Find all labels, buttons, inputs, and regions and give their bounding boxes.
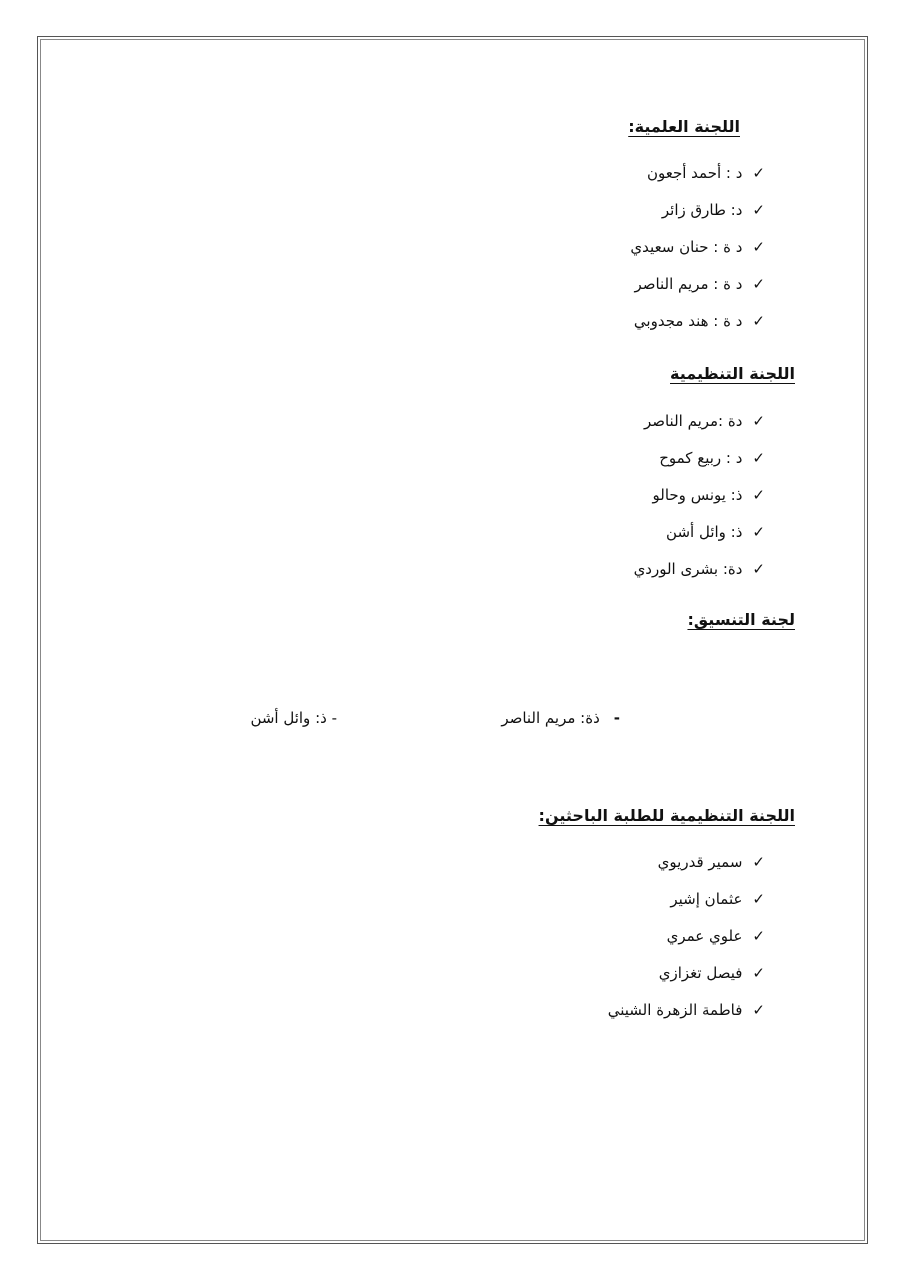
- list-item: ✓د ة : حنان سعيدي: [630, 238, 765, 256]
- list-item: ✓دة: بشرى الوردي: [633, 560, 765, 578]
- student-committee-heading: اللجنة التنظيمية للطلبة الباحثين:: [538, 806, 795, 825]
- check-icon: ✓: [752, 964, 765, 982]
- coordination-member-2: - ذ: وائل أشن: [250, 709, 337, 727]
- coordination-committee-heading: لجنة التنسيق:: [687, 610, 795, 629]
- check-icon: ✓: [752, 1001, 765, 1019]
- check-icon: ✓: [752, 201, 765, 219]
- check-icon: ✓: [752, 523, 765, 541]
- list-item: ✓فاطمة الزهرة الشيني: [607, 1001, 765, 1019]
- list-item: ✓د ة : هند مجدوبي: [633, 312, 765, 330]
- dash-bullet: -: [613, 709, 620, 727]
- check-icon: ✓: [752, 560, 765, 578]
- list-item: ✓عثمان إشير: [670, 890, 765, 908]
- list-item: ✓د : أحمد أجعون: [646, 164, 765, 182]
- check-icon: ✓: [752, 312, 765, 330]
- check-icon: ✓: [752, 412, 765, 430]
- check-icon: ✓: [752, 275, 765, 293]
- list-item: ✓ذ: يونس وحالو: [652, 486, 765, 504]
- list-item: ✓د ة : مريم الناصر: [634, 275, 765, 293]
- list-item: ✓د : ربيع كموح: [659, 449, 765, 467]
- list-item: ✓فيصل تغزازي: [658, 964, 765, 982]
- check-icon: ✓: [752, 164, 765, 182]
- check-icon: ✓: [752, 927, 765, 945]
- list-item: ✓د: طارق زائر: [661, 201, 765, 219]
- list-item: ✓سمير قدريوي: [657, 853, 765, 871]
- list-item: ✓دة :مريم الناصر: [643, 412, 765, 430]
- check-icon: ✓: [752, 449, 765, 467]
- organizing-committee-heading: اللجنة التنظيمية: [670, 364, 795, 383]
- list-item: ✓ذ: وائل أشن: [666, 523, 765, 541]
- check-icon: ✓: [752, 890, 765, 908]
- scientific-committee-heading: اللجنة العلمية:: [628, 117, 740, 136]
- list-item: ✓علوي عمري: [666, 927, 765, 945]
- check-icon: ✓: [752, 853, 765, 871]
- coordination-member-1: -ذة: مريم الناصر: [501, 709, 620, 727]
- check-icon: ✓: [752, 238, 765, 256]
- check-icon: ✓: [752, 486, 765, 504]
- page-border-inner: [40, 39, 865, 1241]
